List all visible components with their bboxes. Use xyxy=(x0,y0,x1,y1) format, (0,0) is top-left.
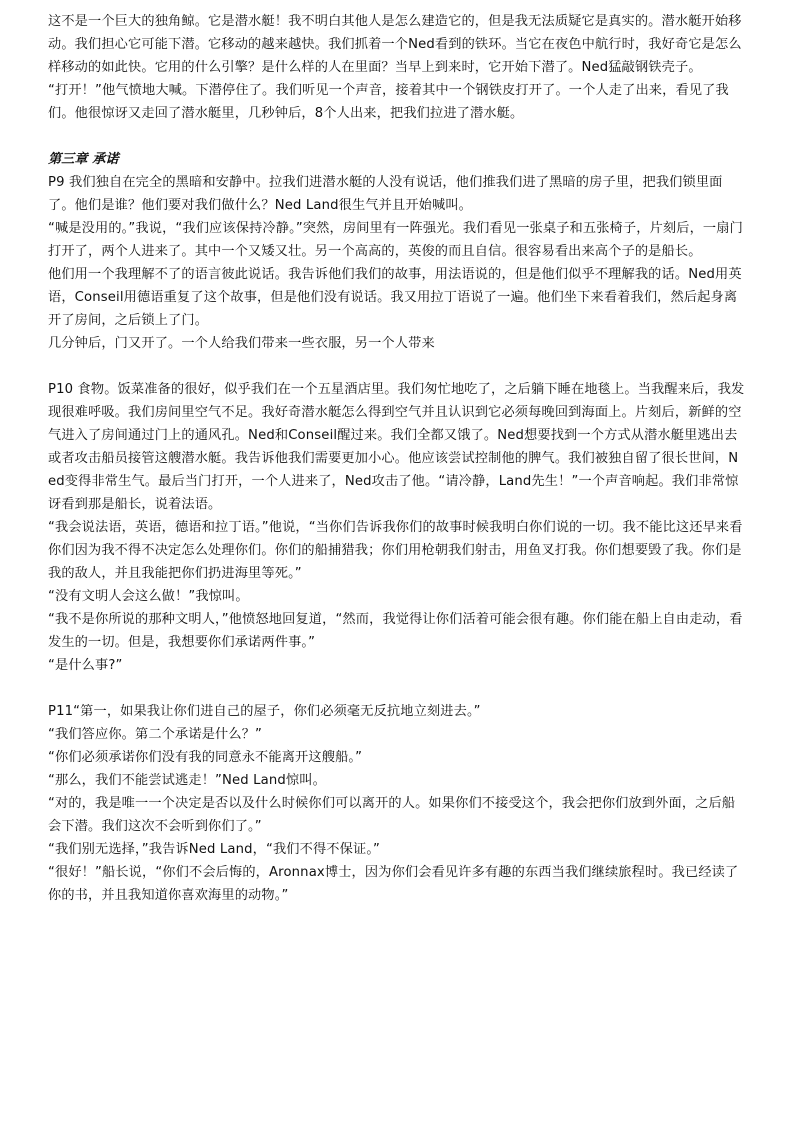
paragraph: “很好！”船长说，“你们不会后悔的，Aronnax博士，因为你们会看见许多有趣的东西当我们继续旅程时。我已经读了你的书，并且我知道你喜欢海里的动物。” xyxy=(48,865,739,903)
paragraph: “我不是你所说的那种文明人，”他愤怒地回复道，“然而，我觉得让你们活着可能会很有趣。你们能在船上自由走动，看发生的一切。但是，我想要你们承诺两件事。” xyxy=(48,612,743,650)
paragraph: “我会说法语，英语，德语和拉丁语。”他说，“当你们告诉我你们的故事时候我明白你们说的一切。我不能比这还早来看你们因为我不得不决定怎么处理你们。你们的船捕猎我；你们用枪朝我们射击，用鱼叉打我。你们想要毁了我。你们是我的敌人，并且我能把你们扔进海里等死。” xyxy=(48,520,743,581)
paragraph-gap xyxy=(48,125,746,148)
paragraph: P10 食物。饭菜准备的很好，似乎我们在一个五星酒店里。我们匆忙地吃了，之后躺下睡在地毯上。当我醒来后，我发现很难呼吸。我们房间里空气不足。我好奇潜水艇怎么得到空气并且认识到它必须每晚回到海面上。片刻后，新鲜的空气进入了房间通过门上的通风孔。Ned和Conseil醒过来。我们全都又饿了。Ned想要找到一个方式从潜水艇里逃出去或者攻击船员接管这艘潜水艇。我告诉他我们需要更加小心。他应该尝试控制他的脾气。我们被独自留了很长世间，Ned变得非常生气。最后当门打开，一个人进来了，Ned攻击了他。“请冷静，Land先生！”一个声音响起。我们非常惊讶看到那是船长，说着法语。 xyxy=(48,382,745,512)
paragraph: P9 我们独自在完全的黑暗和安静中。拉我们进潜水艇的人没有说话，他们推我们进了黑暗的房子里，把我们锁里面了。他们是谁？他们要对我们做什么？Ned Land很生气并且开始喊叫。 xyxy=(48,175,723,213)
paragraph-gap xyxy=(48,355,746,378)
paragraph: 几分钟后，门又开了。一个人给我们带来一些衣服，另一个人带来 xyxy=(48,336,435,351)
paragraph: 他们用一个我理解不了的语言彼此说话。我告诉他们我们的故事，用法语说的，但是他们似乎不理解我的话。Ned用英语，Conseil用德语重复了这个故事，但是他们没有说话。我又用拉丁语说了一遍。他们坐下来看着我们，然后起身离开了房间，之后锁上了门。 xyxy=(48,267,742,328)
paragraph: “打开！”他气愤地大喊。下潜停住了。我们听见一个声音，接着其中一个钢铁皮打开了。一个人走了出来，看见了我们。他很惊讶又走回了潜水艇里，几秒钟后，8个人出来，把我们拉进了潜水艇。 xyxy=(48,83,729,121)
paragraph: “喊是没用的。”我说，“我们应该保持冷静。”突然，房间里有一阵强光。我们看见一张桌子和五张椅子，片刻后，一扇门打开了，两个人进来了。其中一个又矮又壮。另一个高高的，英俊的而且自信。很容易看出来高个子的是船长。 xyxy=(48,221,743,259)
paragraph-gap xyxy=(48,677,746,700)
paragraph: P11“第一，如果我让你们进自己的屋子，你们必须毫无反抗地立刻进去。” xyxy=(48,704,481,719)
paragraph: “没有文明人会这么做！”我惊叫。 xyxy=(48,589,249,604)
paragraph: “对的，我是唯一一个决定是否以及什么时候你们可以离开的人。如果你们不接受这个，我会把你们放到外面，之后船会下潜。我们这次不会听到你们了。” xyxy=(48,796,736,834)
paragraph: “那么，我们不能尝试逃走！”Ned Land惊叫。 xyxy=(48,773,326,788)
paragraph: “我们别无选择，”我告诉Ned Land，“我们不得不保证。” xyxy=(48,842,381,857)
paragraph: “我们答应你。第二个承诺是什么？” xyxy=(48,727,263,742)
paragraph: 这不是一个巨大的独角鲸。它是潜水艇！我不明白其他人是怎么建造它的，但是我无法质疑它是真实的。潜水艇开始移动。我们担心它可能下潜。它移动的越来越快。我们抓着一个Ned看到的铁环。当它在夜色中航行时，我好奇它是怎么样移动的如此快。它用的什么引擎？是什么样的人在里面？当早上到来时，它开始下潜了。Ned猛敲钢铁壳子。 xyxy=(48,14,742,75)
paragraph: “你们必须承诺你们没有我的同意永不能离开这艘船。” xyxy=(48,750,363,765)
chapter-heading: 第三章 承诺 xyxy=(48,152,119,167)
paragraph: “是什么事?” xyxy=(48,658,123,673)
